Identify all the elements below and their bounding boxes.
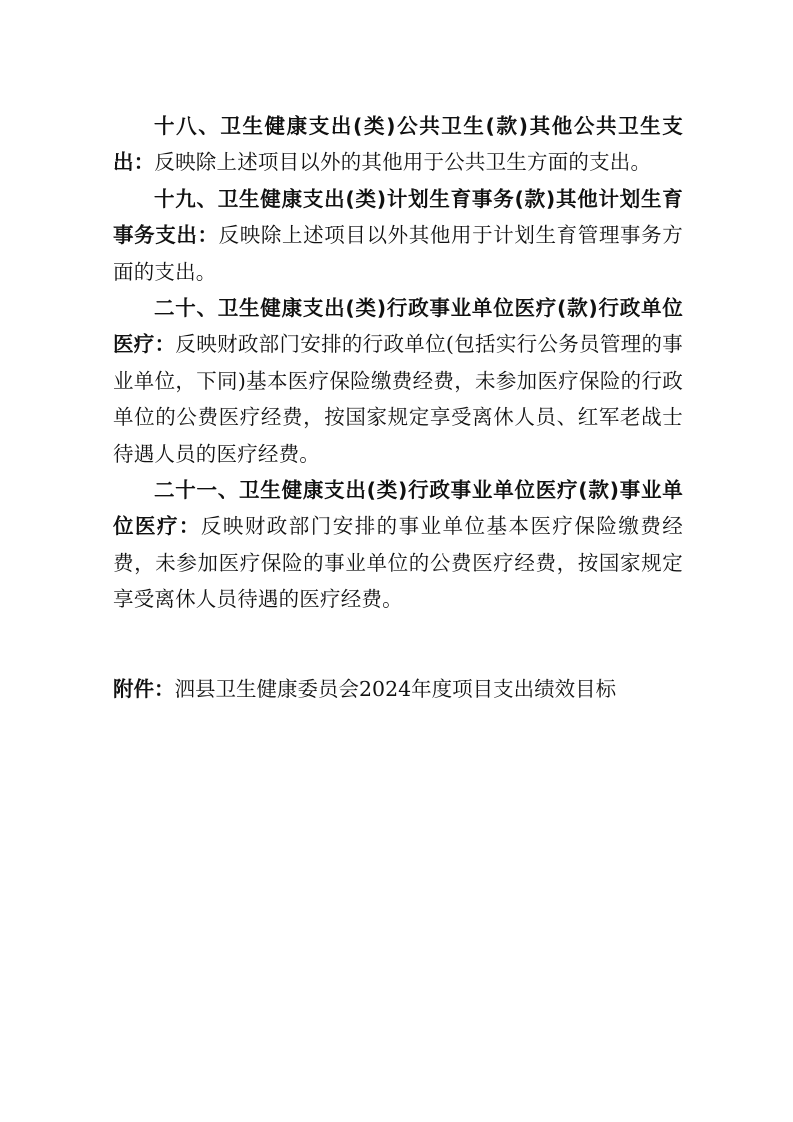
attachment-line (113, 671, 683, 707)
paragraph-18-heading: 十八、卫生健康支出(类)公共卫生(款)其他公共卫生支出： (113, 114, 683, 175)
attachment-label: 附件： (113, 677, 175, 701)
paragraph-18 (113, 108, 683, 181)
paragraph-19 (113, 181, 683, 290)
paragraph-20-heading: 二十、卫生健康支出(类)行政事业单位医疗(款)行政单位医疗： (113, 296, 683, 357)
paragraph-20 (113, 290, 683, 472)
paragraph-18-body: 反映除上述项目以外的其他用于公共卫生方面的支出。 (154, 150, 652, 175)
paragraph-20-body: 反映财政部门安排的行政单位(包括实行公务员管理的事业单位，下同)基本医疗保险缴费经费，未参加医疗保险的行政单位的公费医疗经费，按国家规定享受离休人员、红军老战士待遇人员的医疗经费。 (113, 332, 683, 466)
paragraph-19-body: 反映除上述项目以外其他用于计划生育管理事务方面的支出。 (113, 223, 683, 284)
paragraph-21-heading: 二十一、卫生健康支出(类)行政事业单位医疗(款)事业单位医疗： (113, 478, 683, 539)
paragraph-21-body: 反映财政部门安排的事业单位基本医疗保险缴费经费，未参加医疗保险的事业单位的公费医疗经费，按国家规定享受离休人员待遇的医疗经费。 (113, 514, 683, 612)
paragraph-19-heading: 十九、卫生健康支出(类)计划生育事务(款)其他计划生育事务支出： (113, 186, 683, 248)
paragraph-21 (113, 472, 683, 618)
document-body (113, 108, 683, 618)
attachment-text: 泗县卫生健康委员会2024年度项目支出绩效目标 (174, 677, 617, 701)
